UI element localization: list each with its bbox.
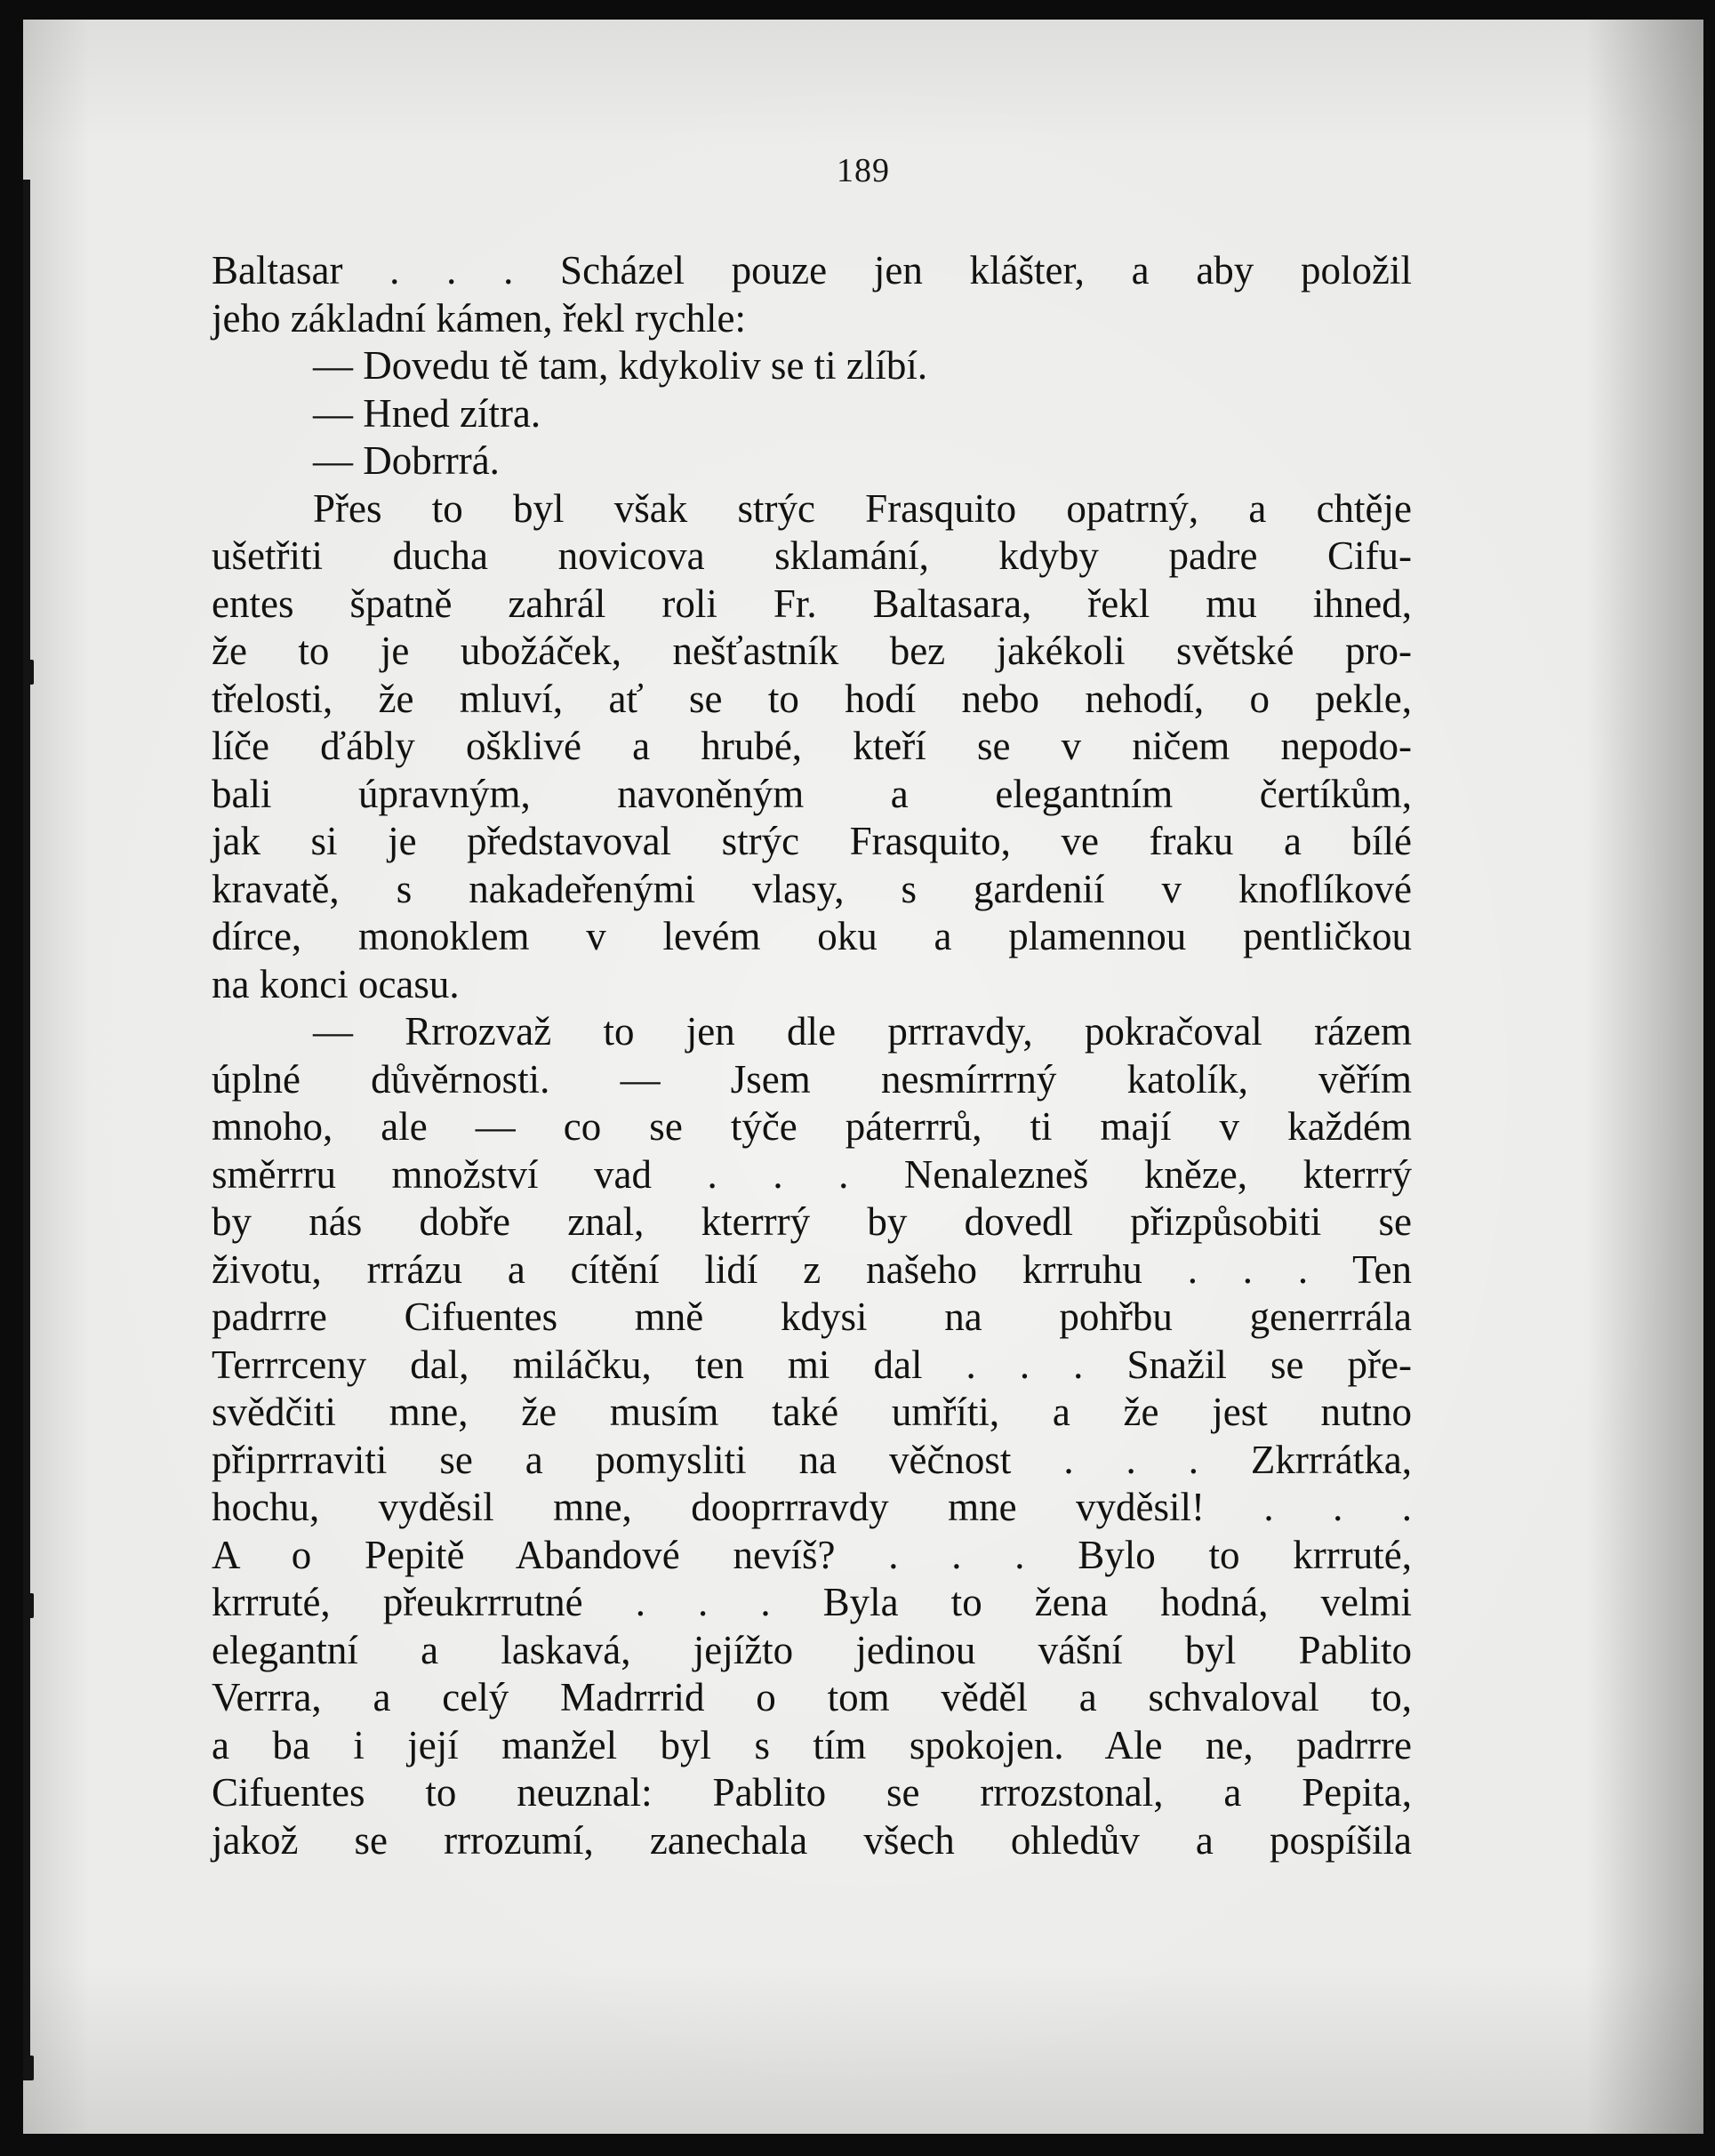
text-line: padrrre Cifuentes mně kdysi na pohřbu generrrála — [212, 1294, 1412, 1339]
text-line: kravatě, s nakadeřenými vlasy, s gardenií v knoflíkové — [212, 866, 1412, 911]
binding-mark — [23, 660, 34, 685]
text-line: Baltasar . . . Scházel pouze jen klášter, a aby položil — [212, 248, 1412, 293]
text-line: jak si je představoval strýc Frasquito, ve fraku a bílé — [212, 819, 1412, 863]
text-line: životu, rrrázu a cítění lidí z našeho krrruhu . . . Ten — [212, 1246, 1412, 1292]
text-line: a ba i její manžel byl s tím spokojen. Ale ne, padrrre — [212, 1722, 1412, 1767]
page-number: 189 — [837, 152, 890, 189]
text-line: mnoho, ale — co se týče páterrrů, ti mají v každém — [212, 1104, 1412, 1149]
text-line: krrruté, přeukrrrutné . . . Byla to žena hodná, velmi — [212, 1580, 1412, 1624]
text-line: — Dovedu tě tam, kdykoliv se ti zlíbí. — [313, 343, 928, 388]
text-line: Verrra, a celý Madrrrid o tom věděl a schvaloval to, — [212, 1675, 1412, 1719]
text-line: — Hned zítra. — [313, 390, 541, 436]
text-line: ušetřiti ducha novicova sklamání, kdyby padre Cifu- — [212, 533, 1412, 578]
text-line: že to je ubožáček, nešťastník bez jakékoli světské pro- — [212, 629, 1412, 673]
text-line: třelosti, že mluví, ať se to hodí nebo nehodí, o pekle, — [212, 676, 1412, 721]
text-line: elegantní a laskavá, jejížto jedinou vášní byl Pablito — [212, 1627, 1412, 1672]
text-line: A o Pepitě Abandové nevíš? . . . Bylo to krrruté, — [212, 1532, 1412, 1577]
text-line: entes špatně zahrál roli Fr. Baltasara, řekl mu ihned, — [212, 581, 1412, 626]
text-line: Terrrceny dal, miláčku, ten mi dal . . . Snažil se pře- — [212, 1342, 1412, 1387]
text-line: hochu, vyděsil mne, dooprrravdy mne vyděsil! . . . — [212, 1485, 1412, 1529]
body-text — [212, 247, 1412, 1864]
text-line: Cifuentes to neuznal: Pablito se rrrozstonal, a Pepita, — [212, 1770, 1412, 1815]
text-line: jeho základní kámen, řekl rychle: — [212, 295, 746, 341]
book-page — [23, 20, 1703, 2134]
text-line: připrrraviti se a pomysliti na věčnost . . . Zkrrrátka, — [212, 1437, 1412, 1482]
binding-mark — [23, 2056, 34, 2080]
text-line: úplné důvěrnosti. — Jsem nesmírrrný katolík, věřím — [212, 1056, 1412, 1102]
text-line: líče ďábly ošklivé a hrubé, kteří se v ničem nepodo- — [212, 724, 1412, 768]
text-line: bali úpravným, navoněným a elegantním čertíkům, — [212, 771, 1412, 816]
binding-mark — [23, 1593, 34, 1618]
text-line: dírce, monoklem v levém oku a plamennou pentličkou — [212, 914, 1412, 958]
text-line: jakož se rrrozumí, zanechala všech ohledův a pospíšila — [212, 1817, 1412, 1863]
text-line: Přes to byl však strýc Frasquito opatrný, a chtěje — [313, 485, 1412, 531]
text-line: by nás dobře znal, kterrrý by dovedl přizpůsobiti se — [212, 1199, 1412, 1244]
text-line: — Rrrozvaž to jen dle prrravdy, pokračoval rázem — [313, 1009, 1412, 1054]
text-line: — Dobrrrá. — [313, 438, 500, 483]
binding-edge — [23, 180, 30, 2064]
text-line: směrrru množství vad . . . Nenalezneš kněze, kterrrý — [212, 1151, 1412, 1197]
text-line: svědčiti mne, že musím také umříti, a že jest nutno — [212, 1390, 1412, 1434]
text-line: na konci ocasu. — [212, 961, 460, 1006]
